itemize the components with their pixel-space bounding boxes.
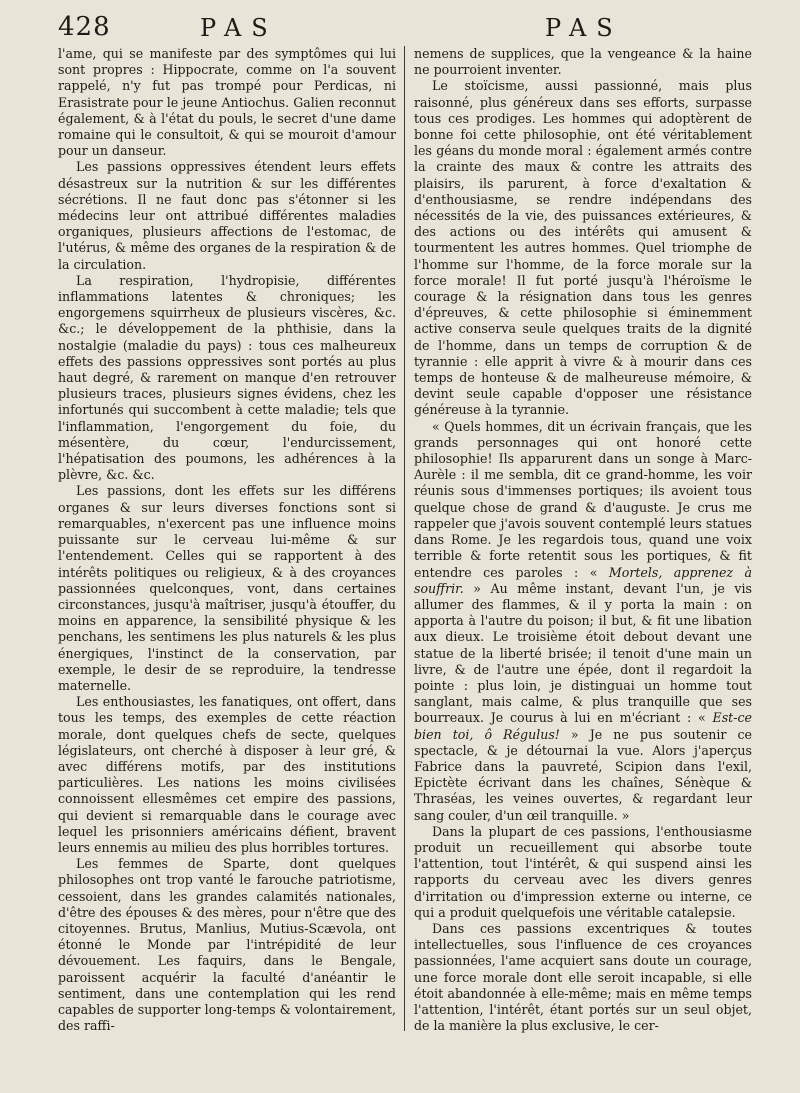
- paragraph: Les passions oppressives étendent leurs effets désastreux sur la nutrition & sur les différentes sécrétions. Il ne faut donc pas s'étonner si les médecins leur ont attribué différentes maladies organiques, plusieurs affections de l'estomac, de l'utérus, & même des organes de la respiration & de la circulation.: [58, 159, 396, 272]
- paragraph: La respiration, l'hydropisie, différentes inflammations latentes & chroniques; les engorgemens squirrheux de plusieurs viscères, &c. &c.; le développement de la phthisie, dans la nostalgie (maladie du pays) : tous ces malheureux effets des passions oppressives sont portés au plus haut degré, & rarement on manque d'en retrouver plusieurs traces, plusieurs signes évidens, chez les infortunés qui succombent à cette maladie; tels que l'inflammation, l'engorgement du foie, du mésentère, du cœur, l'endurcissement, l'hépatisation des poumons, les adhérences à la plèvre, &c. &c.: [58, 272, 396, 483]
- right-column: [414, 46, 752, 1034]
- paragraph: l'ame, qui se manifeste par des symptômes qui lui sont propres : Hippocrate, comme on l'a souvent rappelé, n'y fut pas trompé pour Perdicas, ni Erasistrate pour le jeune Antiochus. Galien reconnut également, & à l'état du pouls, le secret d'une dame romaine qui le consultoit, & qui se mouroit d'amour pour un danseur.: [58, 46, 396, 159]
- paragraph: Les enthousiastes, les fanatiques, ont offert, dans tous les temps, des exemples de cette réaction morale, dont quelques chefs de secte, quelques législateurs, ont cherché à disposer à leur gré, & avec différens motifs, par des institutions particulières. Les nations les moins civilisées connoissent ellesmêmes cet empire des passions, qui devient si remarquable dans le courage avec lequel les prisonniers américains défient, bravent leurs ennemis au milieu des plus horribles tortures.: [58, 694, 396, 855]
- quote-text: » Au même instant, devant l'un, je vis allumer des flammes, & il y porta la main : on apporta à l'autre du poison; il but, & fit une libation aux dieux. Le troisième étoit debout devant une statue de la liberté brisée; il tenoit d'une main un livre, & de l'autre une épée, dont il regardoit la pointe : plus loin, je distinguai un homme tout sanglant, mais calme, & plus tranquille que ses bourreaux. Je courus à lui en m'écriant : «: [414, 580, 752, 726]
- paragraph: Dans ces passions excentriques & toutes intellectuelles, sous l'influence de ces croyances passionnées, l'ame acquiert sans doute un courage, une force morale dont elle seroit incapable, si elle étoit abandonnée à elle-même; mais en même temps l'attention, l'intérêt, étant portés sur un seul objet, de la manière la plus exclusive, le cer-: [414, 920, 752, 1034]
- column-divider: [404, 46, 405, 1031]
- quote-text: » Je ne pus soutenir ce spectacle, & je détournai la vue. Alors j'aperçus Fabrice dans la pauvreté, Scipion dans l'exil, Epictète écrivant dans les chaînes, Sénèque & Thraséas, les veines ouvertes, & regardant leur sang couler, d'un œil tranquille. »: [414, 726, 752, 823]
- quote-text: « Quels hommes, dit un écrivain français, que les grands personnages qui ont honoré cette philosophie! Ils apparurent dans un songe à Marc-Aurèle : il me sembla, dit ce grand-homme, les voir réunis sous d'immenses portiques; ils avoient tous quelque chose de grand & d'auguste. Je crus me rappeler que j'avois souvent contemplé leurs statues dans Rome. Je les regardois tous, quand une voix terrible & forte retentit sous les portiques, & fit entendre ces paroles : «: [414, 418, 752, 580]
- running-head-right: PAS: [545, 14, 623, 42]
- quotation-paragraph: [414, 419, 752, 824]
- paragraph: Les femmes de Sparte, dont quelques philosophes ont trop vanté le farouche patriotisme, cessoient, dans les grandes calamités nationales, d'être des épouses & des mères, pour n'être que des citoyennes. Brutus, Manlius, Mutius-Scævola, ont étonné le Monde par l'intrépidité de leur dévouement. Les faquirs, dans le Bengale, paroissent acquérir la faculté d'anéantir le sentiment, dans une contemplation qui les rend capables de supporter long-temps & volontairement, des raffi-: [58, 856, 396, 1034]
- quote-italic: Est-ce bien toi, ô Régulus!: [414, 710, 752, 742]
- paragraph: Les passions, dont les effets sur les différens organes & sur leurs diverses fonctions sont si remarquables, n'exercent pas une influence moins puissante sur le cerveau lui-même & sur l'entendement. Celles qui se rapportent à des intérêts politiques ou religieux, & à des croyances passionnées quelconques, vont, dans certaines circonstances, jusqu'à maîtriser, jusqu'à étouffer, du moins en apparence, la sensibilité physique & les penchans, les sentimens les plus naturels & les plus énergiques, l'instinct de la conservation, par exemple, le desir de se reproduire, la tendresse maternelle.: [58, 483, 396, 693]
- page-number: 428: [58, 12, 111, 42]
- quote-italic: Mortels, apprenez à souffrir.: [414, 564, 752, 596]
- paragraph: Le stoïcisme, aussi passionné, mais plus raisonné, plus généreux dans ses efforts, surpasse tous ces prodiges. Les hommes qui adoptèrent de bonne foi cette philosophie, ont été véritablement les géans du monde moral : également armés contre la crainte des maux & contre les attraits des plaisirs, ils parurent, à force d'exaltation & d'enthousiasme, se rendre indépendans des nécessités de la vie, des puissances extérieures, & des actions ou des intérêts qui amusent & tourmentent les autres hommes. Quel triomphe de l'homme sur l'homme, de la force morale sur la force morale! Il fut porté jusqu'à l'héroïsme le courage & la résignation dans tous les genres d'épreuves, & cette philosophie si éminemment active conserva seule quelques traits de la dignité de l'homme, dans un temps de corruption & de tyrannie : elle apprit à vivre & à mourir dans ces temps de honteuse & de malheureuse mémoire, & devint seule capable d'opposer une résistance généreuse à la tyrannie.: [414, 78, 752, 418]
- paragraph: nemens de supplices, que la vengeance & la haine ne pourroient inventer.: [414, 46, 752, 78]
- paragraph: Dans la plupart de ces passions, l'enthousiasme produit un recueillement qui absorbe toute l'attention, tout l'intérêt, & qui suspend ainsi les rapports du cerveau avec les divers genres d'irritation ou d'impression externe ou interne, ce qui a produit quelquefois une véritable catalepsie.: [414, 823, 752, 920]
- page-header: [0, 0, 800, 44]
- left-column: [58, 46, 396, 1034]
- running-head-left: PAS: [200, 14, 278, 42]
